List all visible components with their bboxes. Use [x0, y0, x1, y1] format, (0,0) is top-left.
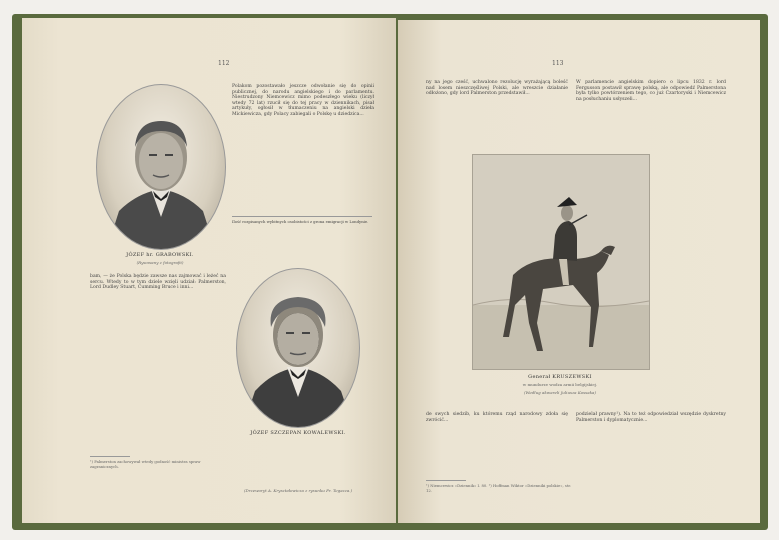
- plate-kruszewski: [472, 154, 650, 370]
- right-text-bottom-left: de swych siedzib, ku któremu rząd narodowy zdoła się zwrócić...: [426, 412, 568, 423]
- divider: [232, 216, 372, 217]
- sub-caption-grabowski: (Rysowany z fotografii): [136, 260, 184, 265]
- footnote-rule: [90, 456, 130, 457]
- left-text-top: Polakom pozostawało jeszcze odwołanie się do opinii publicznej, do narodu angielskiego i do parlamentu. Niestrudzony Niemcewicz mimo podeszłego wieku (liczył wtedy 72 lat) rzucił się do tej pracy w dziennikach, pisał artykuły, ogłosił w tłumaczeniu na angielski dzieła Mickiewicza, gdy Polacy zabiegali o Polskę u dziedzica...: [232, 84, 374, 117]
- portrait-grabowski: [96, 84, 226, 250]
- right-page: [398, 20, 760, 523]
- caption-kowalewski: JÓZEF SZCZEPAN KOWALEWSKI.: [250, 430, 346, 436]
- left-note: Ilość rozpisanych wybitnych osobistości z grona emigracji w Londynie.: [232, 219, 369, 224]
- right-text-bottom-right: podzielał prawny¹). Na to też odpowiedział wszędzie dyskretny Palmerston i dyplomatycznie...: [576, 412, 726, 423]
- right-text-top-right: W parlamencie angielskim dopiero o lipcu 1832 r. lord Fergusson postawił sprawę polską, ale odpowiedź Palmerstona była tylko powtórzeniem tego, co już Czartoryski i Niemcewicz na posłuchaniu usłyszeli...: [576, 80, 726, 102]
- right-page-number: 113: [552, 60, 564, 67]
- right-text-top-left: ny na jego cześć, uchwalono rezolucję wyrażającą boleść nad losem nieszczęśliwej Polski, ale wreszcie działanie odłożono, gdy lord Palmerston przedstawił...: [426, 80, 568, 97]
- portrait-kowalewski: [236, 268, 360, 428]
- left-page: [22, 18, 396, 523]
- left-text-bottom: bam, — że Polska będzie zawsze nas zajmować i leżeć na sercu. Wtedy to w tym dziele wzięli udział: Palmerston, Lord Dudley Stuart, Cumming Bruce i inni...: [90, 274, 226, 291]
- left-page-number: 112: [218, 60, 230, 67]
- right-footnote-rule: [426, 480, 466, 481]
- right-footnotes: ¹) Niemcewicz »Dziennik« I. 80. ²) Hoffman Wiktor »Dzienniki polskie«, str. 12.: [426, 483, 572, 493]
- caption-kruszewski: Generał KRUSZEWSKI: [528, 374, 592, 380]
- sub-caption-kruszewski: w mundurze wodza armii belgijskiej.: [522, 382, 598, 387]
- left-footnote: ¹) Palmerston zachowywał wtedy godność ministra spraw zagranicznych.: [90, 459, 201, 469]
- caption-grabowski: JÓZEF hr. GRABOWSKI.: [126, 252, 194, 258]
- sub-caption-kowalewski: (Drzeworyt A. Kryształowicza z rysunku Fr. Tegazza.): [243, 488, 353, 493]
- source-note-kruszewski: (Według akwareli Juliusza Kossaka): [524, 390, 596, 395]
